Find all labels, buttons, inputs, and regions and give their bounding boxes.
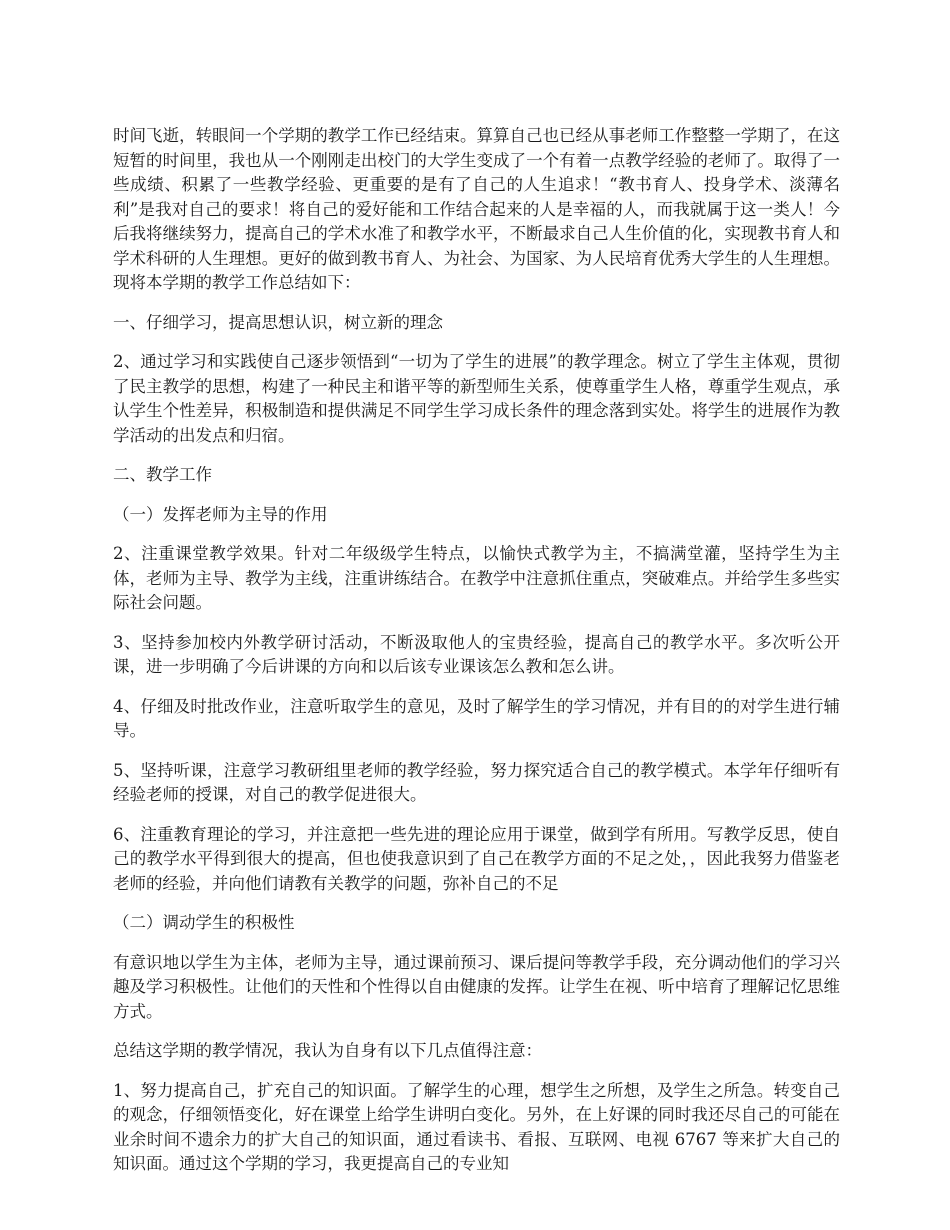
subsection-heading-2: （二）调动学生的积极性 [113,913,295,932]
document-body [113,124,840,1192]
paragraph-item-6: 6、注重教育理论的学习，并注意把一些先进的理论应用于课堂，做到学有所用。写教学反思，使自己的教学水平得到很大的提高，但也使我意识到了自己在教学方面的不足之处，，因此我努力借鉴老老师的经验，并向他们请教有关教学的问题，弥补自己的不足 [113,824,840,893]
section-heading-1: 一、仔细学习，提高思想认识，树立新的理念 [113,312,443,332]
section-heading-2: 二、教学工作 [113,465,212,484]
paragraph-item-3: 3、坚持参加校内外教学研讨活动，不断汲取他人的宝贵经验，提高自己的教学水平。多次听公开课，进一步明确了今后讲课的方向和以后该专业课该怎么教和怎么讲。 [113,632,840,676]
paragraph-teaching-philosophy: 2、通过学习和实践使自己逐步领悟到“一切为了学生的进展”的教学理念。树立了学生主体观，贯彻了民主教学的思想，构建了一种民主和谐平等的新型师生关系，使尊重学生人格，尊重学生观点，承认学生个性差异，积极制造和提供满足不同学生学习成长条件的理念落到实处。将学生的进展作为教学活动的出发点和归宿。 [113,352,840,445]
paragraph-item-5: 5、坚持听课，注意学习教研组里老师的教学经验，努力探究适合自己的教学模式。本学年仔细听有经验老师的授课，对自己的教学促进很大。 [113,760,840,804]
subsection-heading-1: （一）发挥老师为主导的作用 [113,504,328,524]
paragraph-point-1: 1、努力提高自己，扩充自己的知识面。了解学生的心理，想学生之所想，及学生之所急。转变自己的观念，仔细领悟变化，好在课堂上给学生讲明白变化。另外，在上好课的同时我还尽自己的可能在业余时间不遗余力的扩大自己的知识面，通过看读书、看报、互联网、电视 6767 等来扩大自己的知识面。通过这个学期的学习，我更提高自己的专业知 [113,1080,840,1173]
paragraph-summary-intro: 总结这学期的教学情况，我认为自身有以下几点值得注意： [113,1041,542,1060]
paragraph-student-initiative: 有意识地以学生为主体，老师为主导，通过课前预习、课后提问等教学手段，充分调动他们的学习兴趣及学习积极性。让他们的天性和个性得以自由健康的发挥。让学生在视、听中培育了理解记忆思维方式。 [113,952,840,1021]
paragraph-item-2: 2、注重课堂教学效果。针对二年级级学生特点，以愉快式教学为主，不搞满堂灌，坚持学生为主体，老师为主导、教学为主线，注重讲练结合。在教学中注意抓住重点，突破难点。并给学生多些实际社会问题。 [113,544,840,612]
intro-paragraph: 时间飞逝，转眼间一个学期的教学工作已经结束。算算自己也已经从事老师工作整整一学期了，在这短暂的时间里，我也从一个刚刚走出校门的大学生变成了一个有着一点教学经验的老师了。取得了一些成绩、积累了一些教学经验、更重要的是有了自己的人生追求！“教书育人、投身学术、淡薄名利”是我对自己的要求！将自己的爱好能和工作结合起来的人是幸福的人，而我就属于这一类人！今后我将继续努力，提高自己的学术水准了和教学水平，不断最求自己人生价值的化，实现教书育人和学术科研的人生理想。更好的做到教书育人、为社会、为国家、为人民培育优秀大学生的人生理想。现将本学期的教学工作总结如下： [113,126,840,292]
paragraph-item-4: 4、仔细及时批改作业，注意听取学生的意见，及时了解学生的学习情况，并有目的的对学生进行辅导。 [113,696,840,740]
